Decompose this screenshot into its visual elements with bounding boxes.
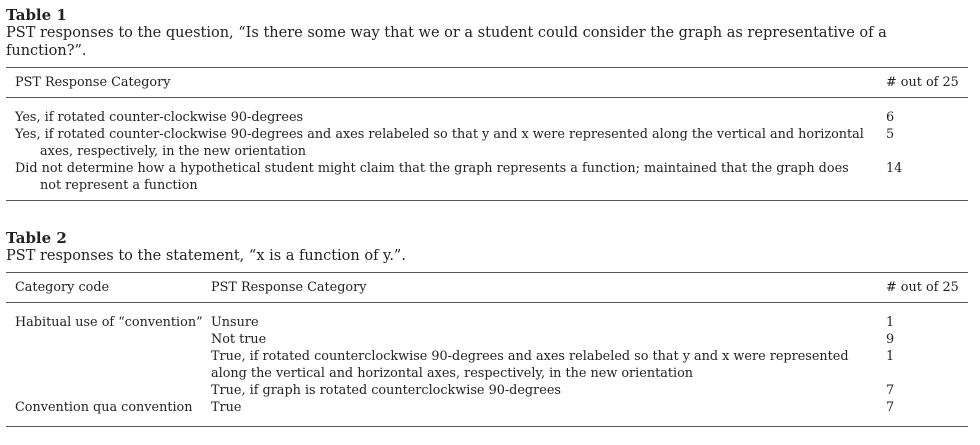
table-2-row-1-code: Habitual use of “convention” [15, 315, 203, 330]
table-2-row-2-count: 9 [886, 332, 895, 347]
table-row [6, 399, 968, 416]
table-1 [6, 6, 968, 201]
table-1-header-category: PST Response Category [15, 75, 171, 90]
table-1-body [6, 98, 968, 200]
table-row [6, 331, 968, 348]
table-2-row-1-count: 1 [886, 315, 895, 330]
table-1-row-1-category: Yes, if rotated counter-clockwise 90-degrees [15, 110, 304, 125]
table-2-row-3-count: 1 [886, 349, 895, 364]
table-2-header-count: # out of 25 [886, 280, 959, 295]
table-2-row-5-count: 7 [886, 400, 895, 415]
table-1-row-2-count: 5 [886, 127, 895, 142]
table-2-row-4-category: True, if graph is rotated counterclockwise 90-degrees [211, 383, 561, 398]
table-2-row-2-category: Not true [211, 332, 267, 347]
table-2-row-5-category: True [211, 400, 242, 415]
table-row [6, 382, 968, 399]
table-2-header-code: Category code [15, 280, 110, 295]
table-2 [6, 229, 968, 427]
table-1-header [6, 68, 968, 97]
table-2-row-5-code: Convention qua convention [15, 400, 193, 415]
table-row [6, 348, 968, 382]
table-2-caption: PST responses to the statement, “x is a function of y.”. [6, 248, 406, 264]
table-2-row-1-category: Unsure [211, 315, 259, 330]
table-2-row-4-count: 7 [886, 383, 895, 398]
table-1-label: Table 1 [6, 6, 67, 24]
table-1-row-3-count: 14 [886, 161, 903, 176]
table-2-label: Table 2 [6, 229, 67, 247]
table-row [6, 109, 968, 126]
table-2-row-3-category: True, if rotated counterclockwise 90-degrees and axes relabeled so that y and x were represented along the vertical and horizontal axes, respectively, in the new orientation [211, 349, 849, 381]
table-row [6, 126, 968, 160]
table-1-bottom-rule [6, 200, 968, 201]
table-2-bottom-rule [6, 426, 968, 427]
table-1-caption: PST responses to the question, “Is there some way that we or a student could consider the graph as representative of a function?”. [6, 25, 887, 59]
table-2-body [6, 303, 968, 426]
table-row [6, 160, 968, 194]
table-2-header [6, 273, 968, 302]
table-row [6, 314, 968, 331]
table-1-row-1-count: 6 [886, 110, 895, 125]
table-1-row-2-category: Yes, if rotated counter-clockwise 90-degrees and axes relabeled so that y and x were represented along the vertical and horizontal axes, respectively, in the new orientation [15, 127, 864, 159]
table-2-header-category: PST Response Category [211, 280, 367, 295]
table-1-header-count: # out of 25 [886, 75, 959, 90]
table-1-row-3-category: Did not determine how a hypothetical student might claim that the graph represents a function; maintained that the graph does not represent a function [15, 161, 849, 193]
